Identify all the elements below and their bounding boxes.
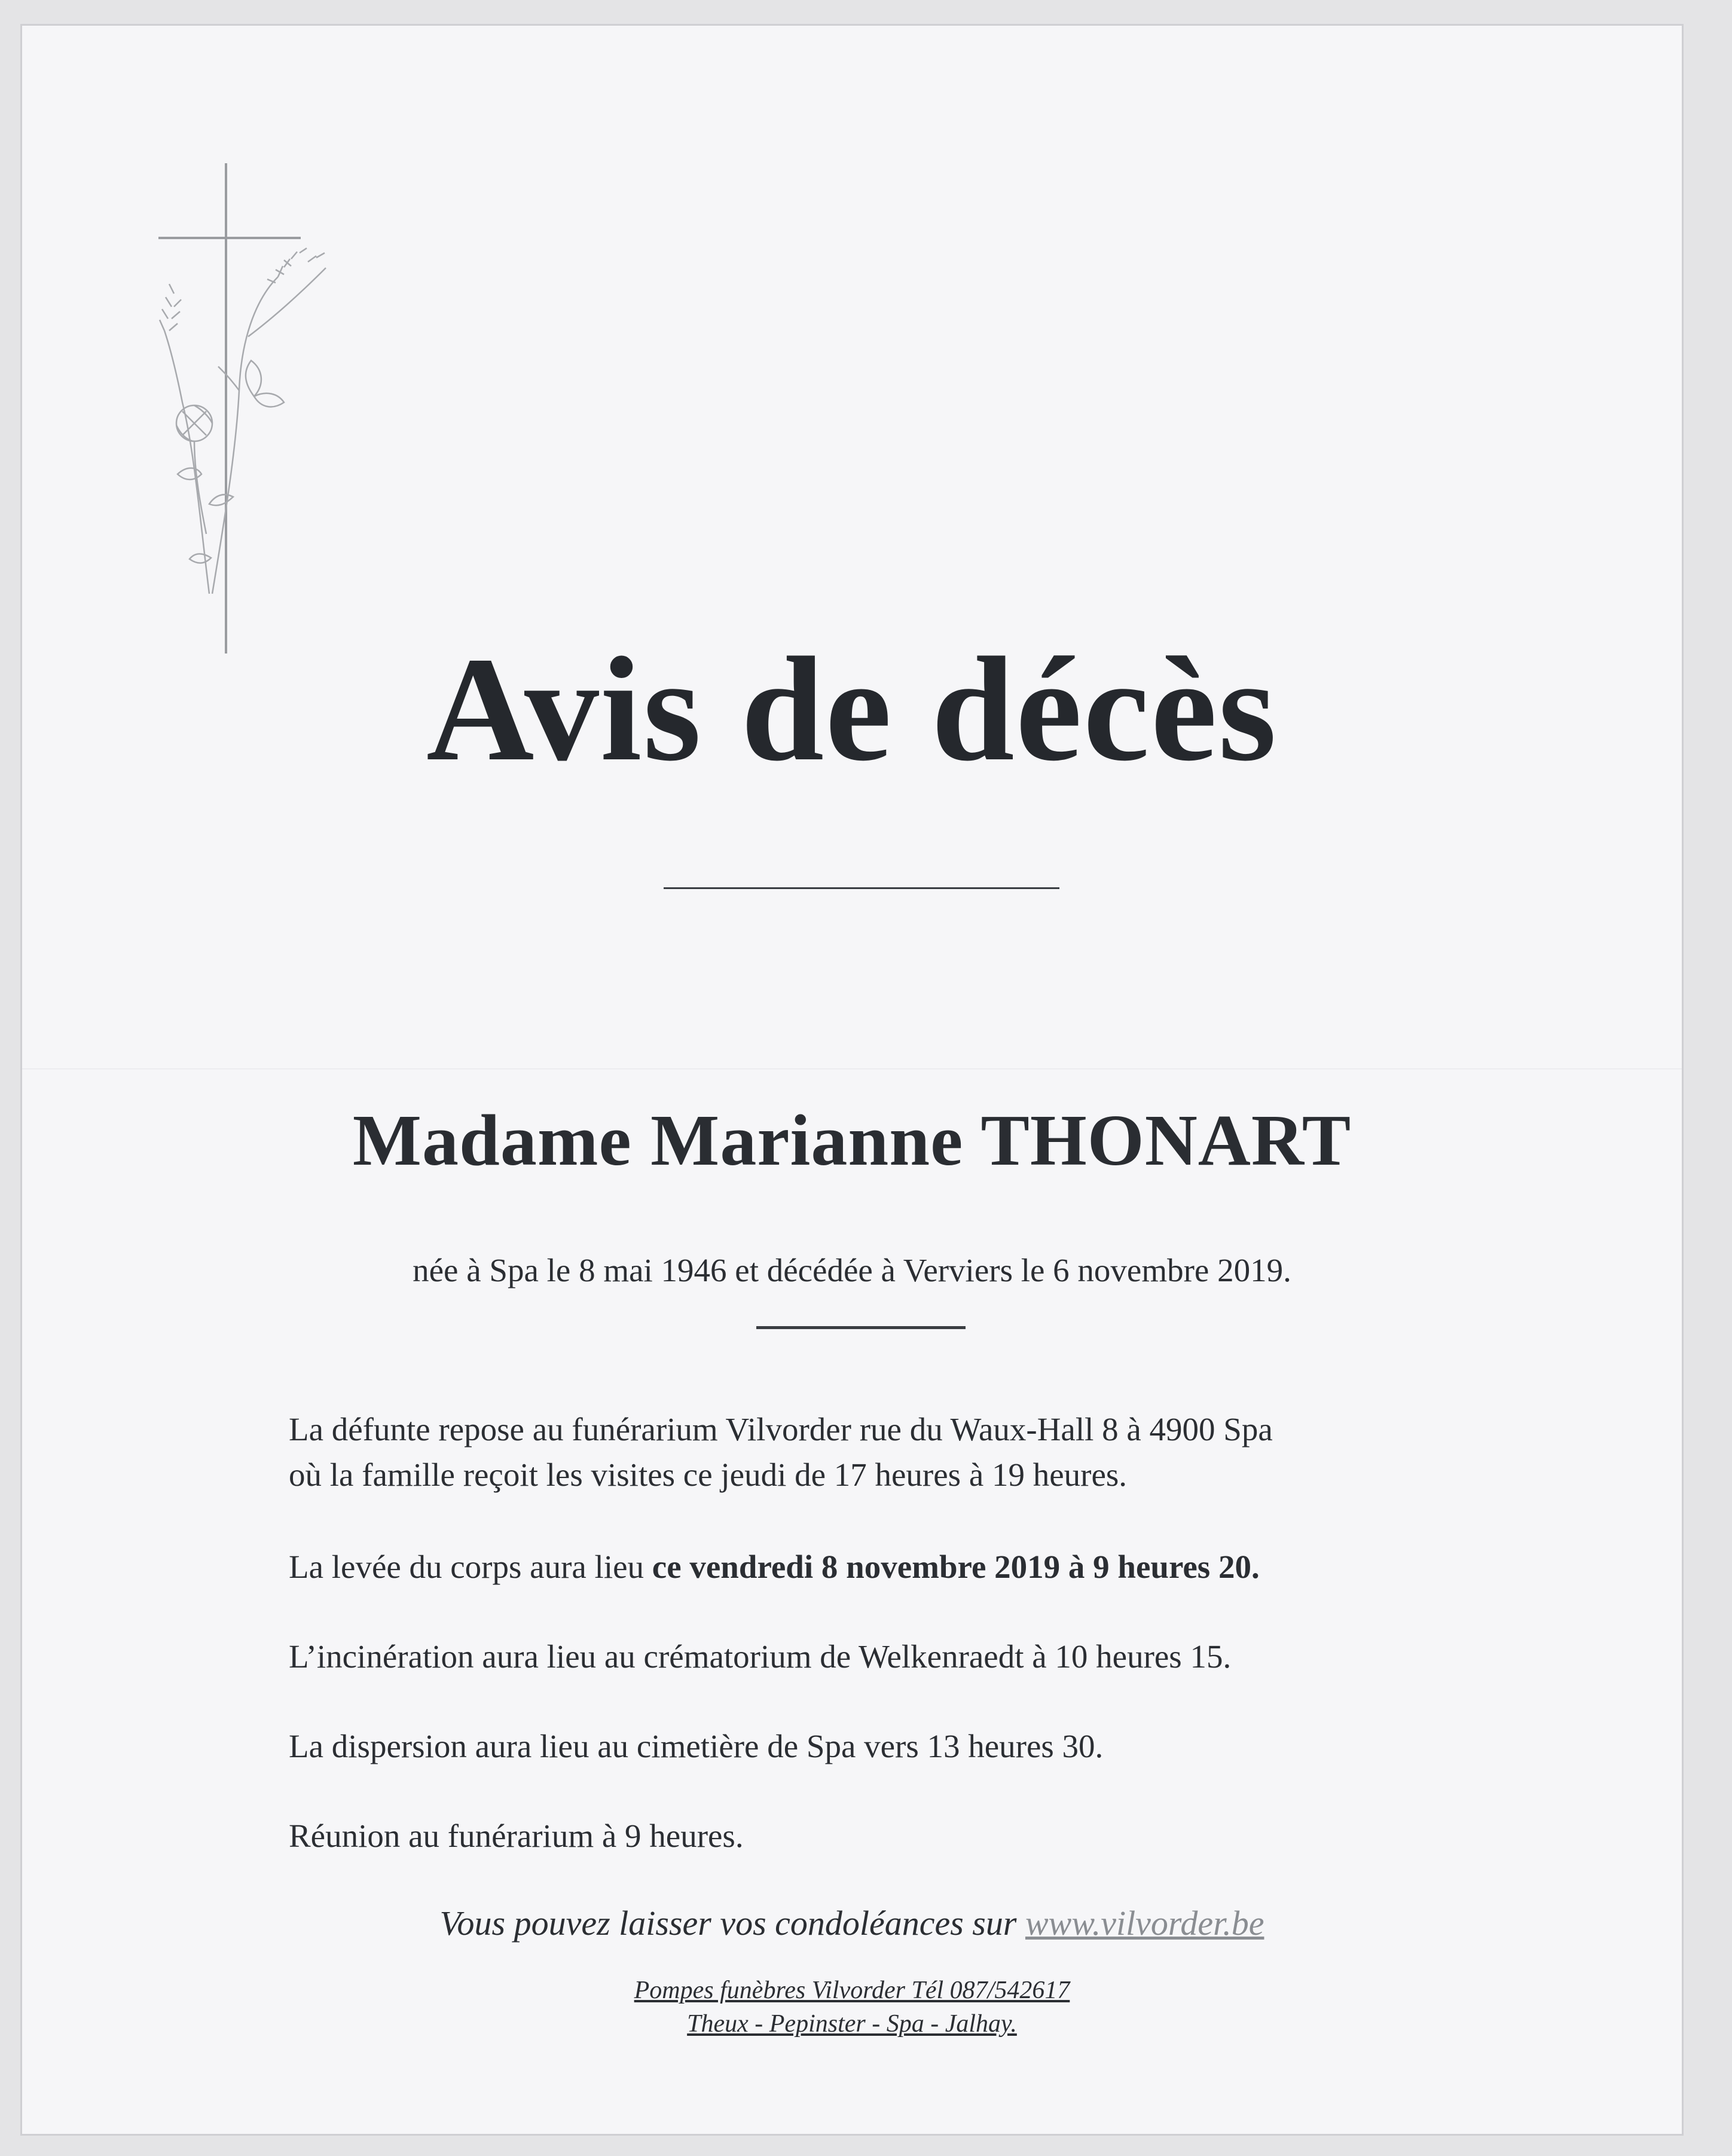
condolences-lead: Vous pouvez laisser vos condoléances sur <box>439 1904 1025 1943</box>
divider <box>756 1326 966 1329</box>
divider <box>664 887 1059 889</box>
birth-death-dates: née à Spa le 8 mai 1946 et décédée à Verviers le 6 novembre 2019. <box>413 1252 1291 1288</box>
notice-sheet <box>20 24 1684 2136</box>
dispersion-paragraph: La dispersion aura lieu au cimetière de Spa vers 13 heures 30. <box>289 1728 1104 1764</box>
visitation-line: La défunte repose au funérarium Vilvorder rue du Waux-Hall 8 à 4900 Spa <box>289 1411 1273 1447</box>
visitation-line: où la famille reçoit les visites ce jeudi de 17 heures à 19 heures. <box>289 1456 1128 1493</box>
departure-paragraph <box>289 1544 1664 1590</box>
cross-with-flowers-icon <box>135 139 344 665</box>
meeting-paragraph: Réunion au funérarium à 9 heures. <box>289 1818 744 1854</box>
page-title: Avis de décès <box>426 627 1278 792</box>
departure-datetime: ce vendredi 8 novembre 2019 à 9 heures 20. <box>652 1549 1260 1585</box>
departure-lead: La levée du corps aura lieu <box>289 1549 652 1585</box>
website-link[interactable]: www.vilvorder.be <box>1025 1904 1264 1943</box>
funeral-home-locations: Theux - Pepinster - Spa - Jalhay. <box>687 2010 1017 2038</box>
condolences-line <box>22 1903 1682 1943</box>
deceased-name: Madame Marianne THONART <box>352 1100 1352 1181</box>
visitation-paragraph <box>289 1407 1664 1498</box>
cremation-paragraph: L’incinération aura lieu au crématorium de Welkenraedt à 10 heures 15. <box>289 1638 1232 1675</box>
funeral-home-contact: Pompes funèbres Vilvorder Tél 087/542617 <box>634 1977 1070 2004</box>
fold-line <box>22 1068 1682 1070</box>
